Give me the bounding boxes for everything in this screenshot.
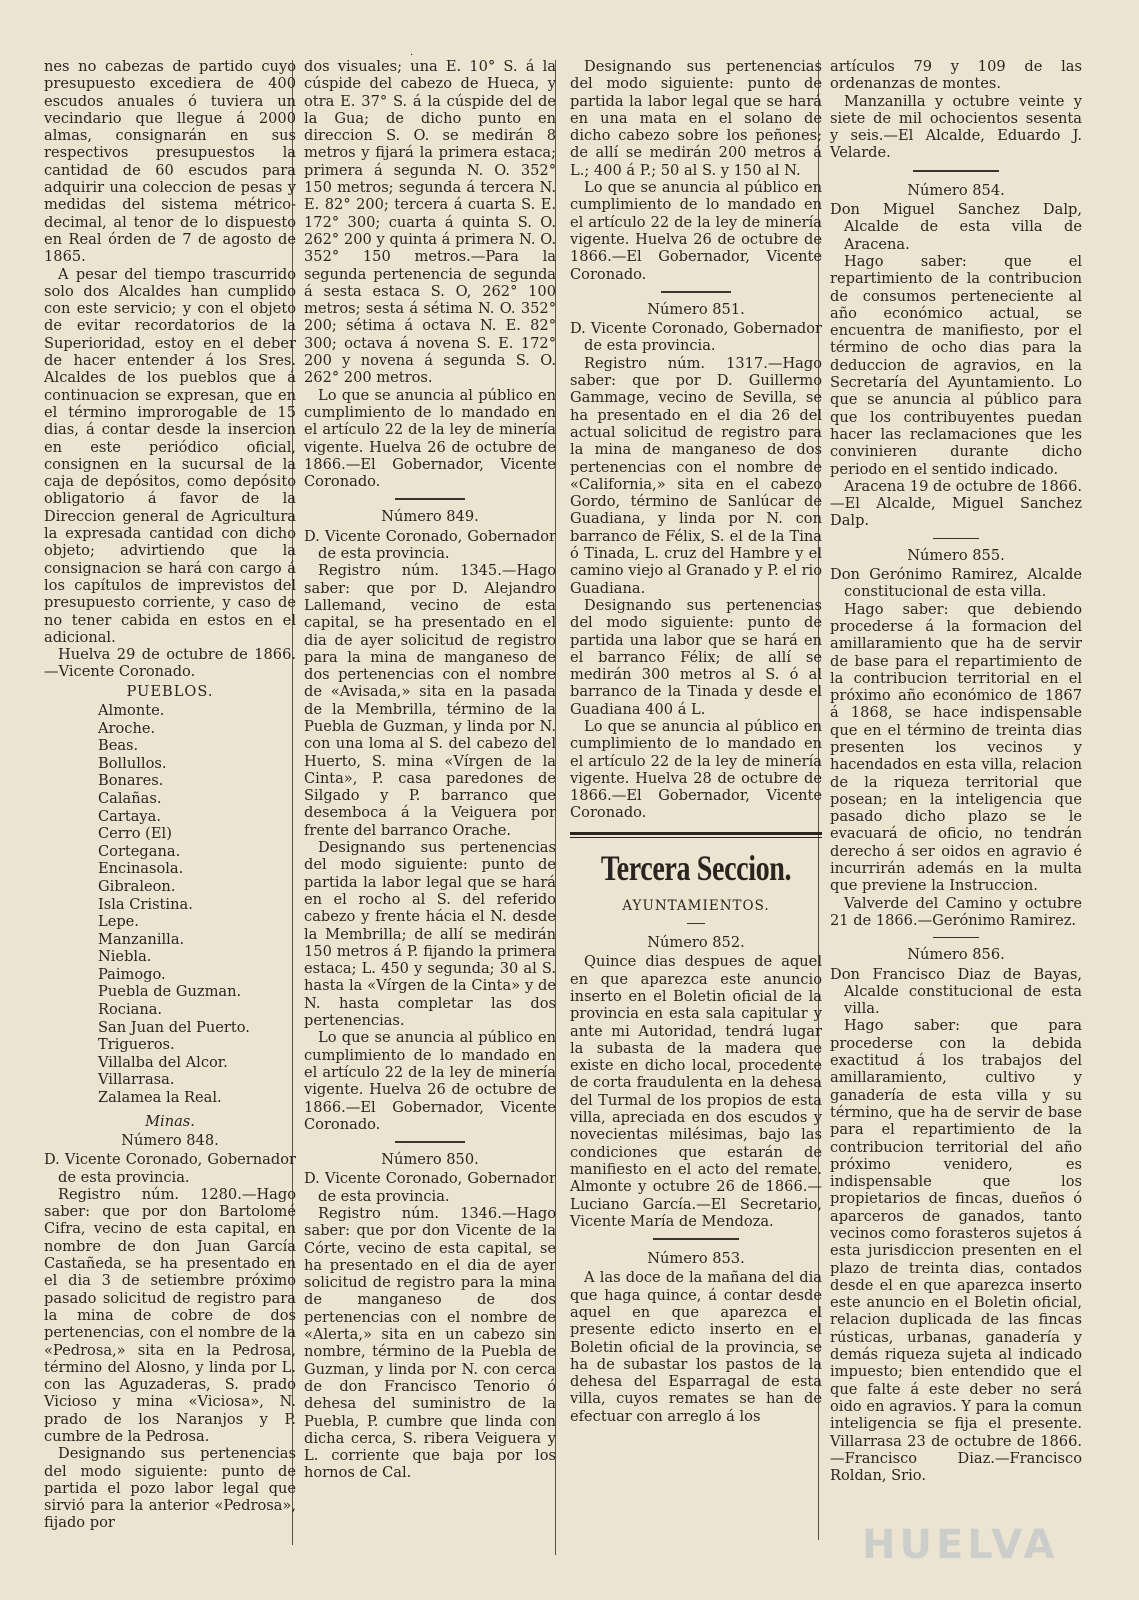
divider — [653, 1238, 739, 1240]
pueblo-item: Villarrasa. — [98, 1071, 175, 1089]
pueblo-item: Niebla. — [98, 948, 152, 966]
divider — [913, 170, 999, 172]
paragraph: Valverde del Camino y octubre 21 de 1866.—Gerónimo Ramirez. — [830, 894, 1082, 929]
column-2 — [304, 58, 556, 1482]
notice-number: Número 851. — [647, 300, 745, 318]
notice-heading: D. Vicente Coronado, Gobernador de esta provincia. — [44, 1151, 296, 1186]
pueblo-item: Puebla de Guzman. — [98, 983, 242, 1001]
pueblos-list — [44, 702, 296, 1107]
paragraph: Registro núm. 1280.—Hago saber: que por don Bartolomé Cifra, vecino de esta capital, en nombre de don Juan García Castañeda, se ha presentado en el dia 3 de setiembre próximo pasado solicitud de registro para la mina de cobre de dos pertenencias, con el nombre de la «Pedrosa,» sita en la Pedrosa, término del Alosno, y linda por L. con las Aguzaderas, S. prado Vicioso y mina «Viciosa», N. prado de los Naranjos y P. cumbre de la Pedrosa. — [44, 1185, 296, 1445]
paragraph: Hago saber: que para procederse con la debida exactitud á los trabajos del amillaramiento, cultivo y ganadería de esta villa y su término, que ha de servir de base para el repartimiento de la contribucion territorial del año próximo venidero, es indispensable que los propietarios de fincas, dueños ó aparceros de ganados, tanto vecinos como forasteros sujetos á esta jurisdiccion presenten en el plazo de treinta dias, contados desde el en que aparezca inserto este anuncio en el Boletin oficial, relacion duplicada de las fincas rústicas, urbanas, ganadería y demás riqueza sujeta al indicado impuesto; bien entendido que el que falte á este deber no será oido en agravios. Y para la comun inteligencia se fija el presente. Villarrasa 23 de octubre de 1866.—Francisco Diaz.—Francisco Roldan, Srio. — [830, 1017, 1082, 1485]
paragraph: Registro núm. 1345.—Hago saber: que por D. Alejandro Lallemand, vecino de esta capital, se ha presentado en el dia de ayer solicitud de registro para la mina de manganeso de dos pertenencias con el nombre de «Avisada,» sita en la pasada de la Membrilla, término de la Puebla de Guzman, y linda por N. con una loma al S. del cabezo del Huerto, S. mina «Vírgen de la Cinta», P. casa paredones de Silgado y P. barranco que desemboca á la Veiguera por frente del barranco Orache. — [304, 562, 556, 839]
paragraph: dos visuales; una E. 10° S. á la cúspide del cabezo de Hueca, y otra E. 37° S. á la cúspide del de la Gua; de dicho punto en direccion S. O. se medirán 8 metros y fijará la primera estaca; primera á segunda N. O. 352° 150 metros; segunda á tercera N. E. 82° 200; tercera á cuarta S. E. 172° 300; cuarta á quinta S. O. 262° 200 y quinta á primera N. O. 352° 150 metros.—Para la segunda pertenencia de segunda á sesta estaca S. O, 262° 100 metros; sesta á sétima N. O. 352° 200; sétima á octava N. E. 82° 300; octava á novena S. E. 172° 200 y novena á segunda S. O. 262° 200 metros. — [304, 58, 556, 387]
paragraph: Quince dias despues de aquel en que aparezca este anuncio inserto en el Boletin oficial de la provincia en esta sala capitular y ante mi Autoridad, tendrá lugar la subasta de la madera que existe en dicho local, procedente de corta fraudulenta en la dehesa del Turmal de los propios de esta villa, apreciada en dos escudos y novecientas milésimas, bajo las condiciones que estarán de manifiesto en el acto del remate. Almonte y octubre 26 de 1866.—Luciano García.—El Secretario, Vicente María de Mendoza. — [570, 953, 822, 1230]
notice-number: Número 854. — [907, 181, 1005, 199]
pueblo-item: Beas. — [98, 737, 139, 755]
notice-heading: Don Gerónimo Ramirez, Alcalde constitucional de esta villa. — [830, 566, 1082, 601]
section-rule — [570, 832, 822, 838]
pueblo-item: Encinasola. — [98, 860, 184, 878]
paragraph: Designando sus pertenencias del modo siguiente: punto de partida la labor legal que se hará en el rocho al S. del referido cabezo y frente hácia el N. desde la Membrilla; de allí se medirán 150 metros á P. fijando la primera estaca; L. 450 y segunda; 30 al S. hasta la «Vírgen de la Cinta» y de N. hasta completar las dos pertenencias. — [304, 839, 556, 1030]
signature: Huelva 29 de octubre de 1866. —Vicente Coronado. — [44, 646, 296, 681]
pueblo-item: Zalamea la Real. — [98, 1089, 222, 1107]
paragraph: Manzanilla y octubre veinte y siete de mil ochocientos sesenta y seis.—El Alcalde, Eduardo J. Velarde. — [830, 92, 1082, 162]
section-heading-minas: Minas. — [145, 1112, 195, 1130]
pueblo-item: Bonares. — [98, 772, 164, 790]
pueblos-heading: PUEBLOS. — [126, 682, 214, 700]
paragraph: Aracena 19 de octubre de 1866. —El Alcalde, Miguel Sanchez Dalp. — [830, 477, 1082, 530]
pueblo-item: Isla Cristina. — [98, 895, 193, 913]
column-4 — [830, 58, 1082, 1484]
notice-number: Número 853. — [647, 1250, 745, 1268]
paragraph: Designando sus pertenencias del modo siguiente: punto de partida la labor legal que se hará en una mata en el solano de dicho cabezo sobre los peñones; de allí se medirán 200 metros á L.; 400 á P.; 50 al S. y 150 al N. — [570, 58, 822, 179]
pueblo-item: Aroche. — [98, 719, 156, 737]
divider — [687, 923, 705, 924]
column-1 — [44, 58, 296, 1532]
pueblo-item: Rociana. — [98, 1001, 163, 1019]
paragraph: Designando sus pertenencias del modo siguiente: punto de partida una labor que se hará en el barranco Félix; de allí se medirán 300 metros al S. ó al barranco de la Tinada y desde el Guadiana 400 á L. — [570, 596, 822, 718]
paragraph: A pesar del tiempo trascurrido solo dos Alcaldes han cumplido con este servicio; y con el objeto de evitar recordatorios de la Superioridad, estoy en el deber de hacer entender á los Sres. Alcaldes de los pueblos que á continuacion se expresan, que en el término improrogable de 15 dias, á contar desde la insercion en este periódico oficial, consignen en la sucursal de la caja de depósitos, como depósito obligatorio á favor de la Direccion general de Agricultura la expresada cantidad con dicho objeto; advirtiendo que la consignacion se hará con cargo á los capítulos de imprevistos del presupuesto corriente, y caso de no tener cabida en estos en el adicional. — [44, 265, 296, 646]
pueblo-item: Almonte. — [98, 701, 165, 719]
pueblo-item: Calañas. — [98, 789, 162, 807]
paragraph: Hago saber: que debiendo procederse á la formacion del amillaramiento que ha de servir de base para el repartimiento de la contribucion territorial en el próximo año económico de 1867 á 1868, se hace indispensable que en el término de treinta dias presenten los vecinos y hacendados en esta villa, relacion de la riqueza territorial que posean; en la inteligencia que pasado dicho plazo se le evacuará de oficio, no tendrán derecho á ser oidos en agravio é incurrirán además en la multa que previene la Instruccion. — [830, 600, 1082, 895]
paragraph: artículos 79 y 109 de las ordenanzas de montes. — [830, 58, 1082, 93]
section-title: Tercera Seccion. — [600, 847, 792, 888]
pueblo-item: Lepe. — [98, 913, 139, 931]
divider — [933, 538, 979, 539]
paragraph: A las doce de la mañana del dia que haga quince, á contar desde aquel en que aparezca el presente edicto inserto en el Boletin oficial de la provincia, se ha de subastar los pastos de la dehesa del Esparragal de esta villa, cuyos remates se han de efectuar con arreglo á los — [570, 1269, 822, 1425]
pueblo-item: Cartaya. — [98, 807, 161, 825]
paragraph: nes no cabezas de partido cuyo presupuesto excediera de 400 escudos anuales ó tuviera un vecindario que llegue á 2000 almas, consignarán en sus respectivos presupuestos la cantidad de 60 escudos para adquirir una coleccion de pesas y medidas del sistema métrico-decimal, al tenor de lo dispuesto en Real órden de 7 de agosto de 1865. — [44, 58, 296, 266]
notice-number: Número 856. — [907, 946, 1005, 964]
pueblo-item: San Juan del Puerto. — [98, 1018, 250, 1036]
pueblo-item: Manzanilla. — [98, 930, 185, 948]
paragraph: Lo que se anuncia al público en cumplimiento de lo mandado en el artículo 22 de la ley de minería vigente. Huelva 26 de octubre de 1866.—El Gobernador, Vicente Coronado. — [304, 386, 556, 491]
paragraph: Registro núm. 1317.—Hago saber: que por D. Guillermo Gammage, vecino de Sevilla, se ha presentado en el dia 26 del actual solicitud de registro para la mina de manganeso de dos pertenencias con el nombre de «California,» sita en el cabezo Gordo, término de Sanlúcar de Guadiana, y linda por N. con barranco de Félix, S. el de la Tina ó Tinada, L. cruz del Hambre y el camino viejo al Granado y P. el rio Guadiana. — [570, 354, 822, 597]
paragraph: Designando sus pertenencias del modo siguiente: punto de partida el pozo labor legal que sirvió para la anterior «Pedrosa», fijado por — [44, 1445, 296, 1532]
subsection-heading: AYUNTAMIENTOS. — [622, 897, 770, 914]
notice-number: Número 848. — [121, 1131, 219, 1149]
pueblo-item: Cerro (El) — [98, 825, 172, 843]
notice-number: Número 855. — [907, 546, 1005, 564]
notice-number: Número 852. — [647, 934, 745, 952]
print-mark: · — [410, 50, 414, 61]
pueblo-item: Villalba del Alcor. — [98, 1053, 228, 1071]
notice-heading: Don Francisco Diaz de Bayas, Alcalde constitucional de esta villa. — [830, 965, 1082, 1018]
paragraph: Lo que se anuncia al público en cumplimiento de lo mandado en el artículo 22 de la ley de minería vigente. Huelva 26 de octubre de 1866.—El Gobernador, Vicente Coronado. — [304, 1029, 556, 1133]
watermark-logo: HUELVA — [862, 1522, 1059, 1568]
pueblo-item: Bollullos. — [98, 754, 167, 772]
paragraph: Lo que se anuncia al público en cumplimiento de lo mandado en el artículo 22 de la ley de minería vigente. Huelva 26 de octubre de 1866.—El Gobernador, Vicente Coronado. — [570, 179, 822, 283]
pueblo-item: Gibraleon. — [98, 877, 176, 895]
notice-heading: D. Vicente Coronado, Gobernador de esta provincia. — [570, 320, 822, 355]
divider — [933, 937, 979, 938]
pueblo-item: Cortegana. — [98, 842, 181, 860]
notice-heading: Don Miguel Sanchez Dalp, Alcalde de esta villa de Aracena. — [830, 201, 1082, 253]
divider — [395, 1141, 465, 1143]
notice-number: Número 850. — [381, 1151, 479, 1169]
pueblo-item: Trigueros. — [98, 1036, 175, 1054]
pueblo-item: Paimogo. — [98, 965, 166, 983]
notice-number: Número 849. — [381, 508, 479, 526]
paragraph: Lo que se anuncia al público en cumplimiento de lo mandado en el artículo 22 de la ley de minería vigente. Huelva 28 de octubre de 1866.—El Gobernador, Vicente Coronado. — [570, 717, 822, 822]
column-3 — [570, 58, 822, 1425]
divider — [661, 291, 731, 293]
paragraph: Registro núm. 1346.—Hago saber: que por don Vicente de la Córte, vecino de esta capital, se ha presentado en el dia de ayer solicitud de registro para la mina de manganeso de dos pertenencias con el nombre de «Alerta,» sita en un cabezo sin nombre, término de la Puebla de Guzman, y linda por N. con cerca de don Francisco Tenorio ó dehesa del suministro de la Puebla, P. cumbre que linda con dicha cerca, S. ribera Veiguera y L. corriente que baja por los hornos de Cal. — [304, 1205, 556, 1482]
notice-heading: D. Vicente Coronado, Gobernador de esta provincia. — [304, 527, 556, 563]
divider — [395, 498, 465, 500]
paragraph: Hago saber: que el repartimiento de la contribucion de consumos perteneciente al año económico actual, se encuentra de manifiesto, por el término de ocho dias para la deduccion de agravios, en la Secretaría del Ayuntamiento. Lo que se anuncia al público para que los contribuyentes puedan hacer las reclamaciones que les convinieren durante dicho periodo en el sentido indicado. — [830, 252, 1082, 478]
notice-heading: D. Vicente Coronado, Gobernador de esta provincia. — [304, 1170, 556, 1205]
